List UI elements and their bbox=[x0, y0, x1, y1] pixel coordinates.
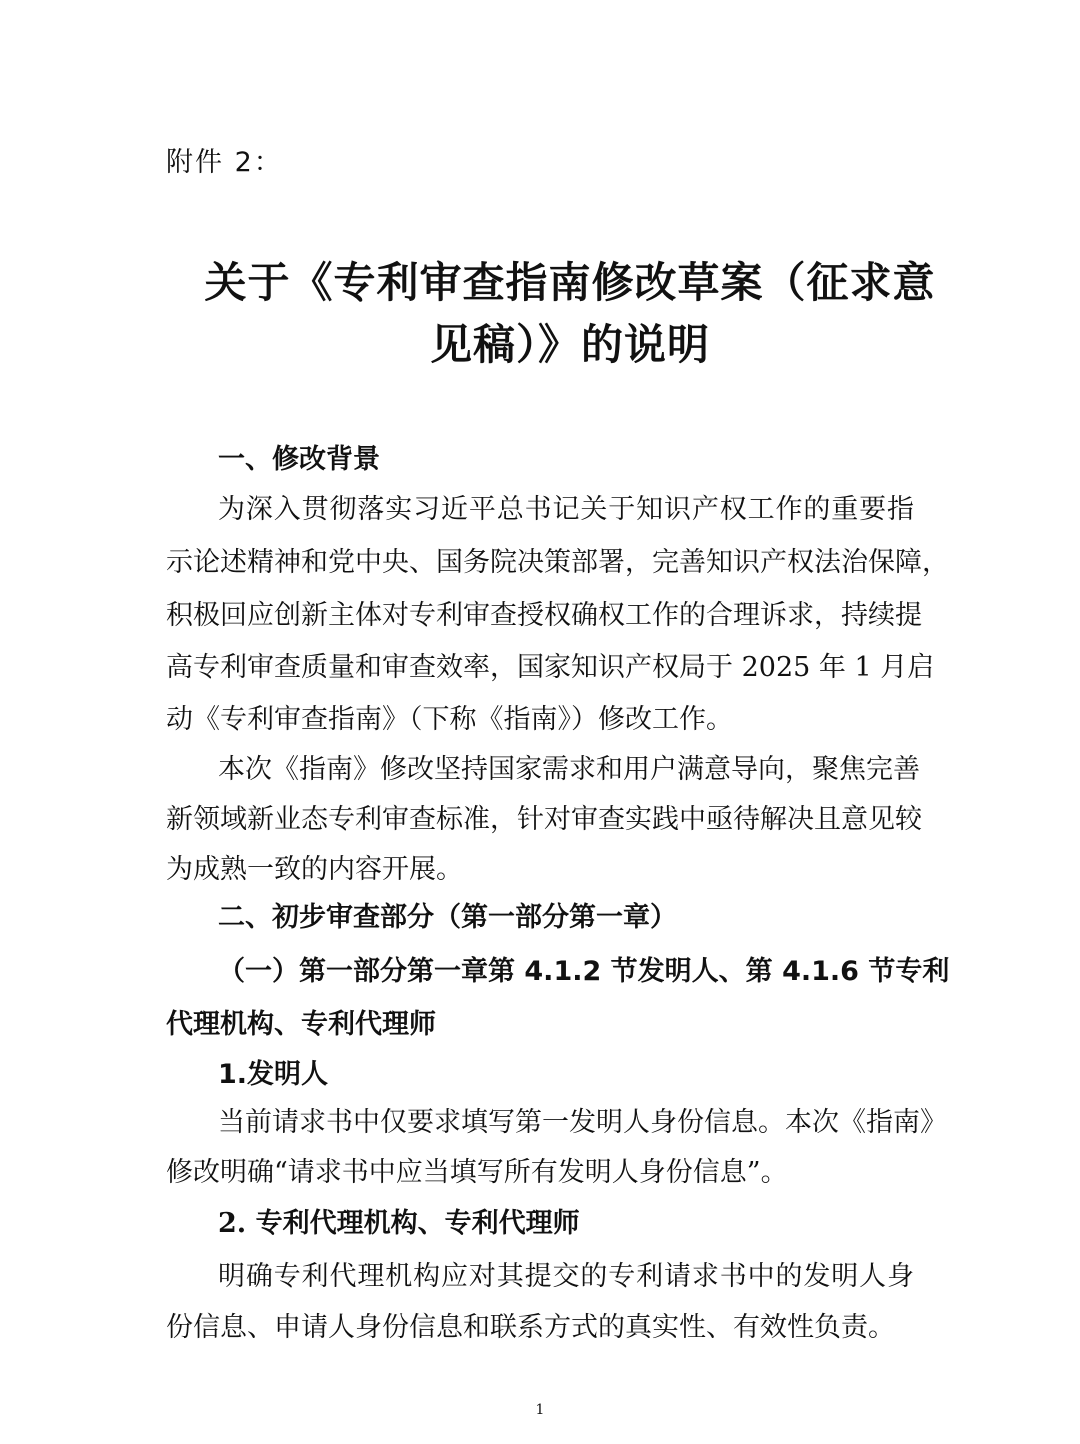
subsection-heading-line-1: （一）第一部分第一章第 4.1.2 节发明人、第 4.1.6 节专利 bbox=[218, 956, 950, 987]
paragraph-line: 为深入贯彻落实习近平总书记关于知识产权工作的重要指 bbox=[218, 494, 914, 525]
item-1-heading: 1.发明人 bbox=[218, 1059, 329, 1090]
paragraph-line: 本次《指南》修改坚持国家需求和用户满意导向，聚焦完善 bbox=[218, 754, 920, 785]
page-number: 1 bbox=[535, 1402, 545, 1418]
paragraph-line: 为成熟一致的内容开展。 bbox=[166, 854, 463, 885]
paragraph-line: 高专利审查质量和审查效率，国家知识产权局于 2025 年 1 月启 bbox=[166, 652, 935, 683]
paragraph-line: 积极回应创新主体对专利审查授权确权工作的合理诉求，持续提 bbox=[166, 600, 922, 631]
document-title-line-2: 见稿）》的说明 bbox=[429, 320, 710, 369]
paragraph-line: 示论述精神和党中央、国务院决策部署，完善知识产权法治保障， bbox=[166, 547, 949, 578]
paragraph-line: 份信息、申请人身份信息和联系方式的真实性、有效性负责。 bbox=[166, 1312, 895, 1343]
document-title-line-1: 关于《专利审查指南修改草案（征求意 bbox=[204, 258, 936, 307]
attachment-label: 附件 2： bbox=[166, 147, 283, 178]
section-2-heading: 二、初步审查部分（第一部分第一章） bbox=[218, 902, 677, 933]
item-2-heading: 2. 专利代理机构、专利代理师 bbox=[218, 1208, 580, 1239]
paragraph-line: 当前请求书中仅要求填写第一发明人身份信息。本次《指南》 bbox=[218, 1107, 947, 1138]
paragraph-line: 新领域新业态专利审查标准，针对审查实践中亟待解决且意见较 bbox=[166, 804, 922, 835]
paragraph-line: 动《专利审查指南》（下称《指南》）修改工作。 bbox=[166, 704, 733, 735]
subsection-heading-line-2: 代理机构、专利代理师 bbox=[166, 1009, 436, 1040]
paragraph-line: 明确专利代理机构应对其提交的专利请求书中的发明人身 bbox=[218, 1261, 914, 1292]
section-1-heading: 一、修改背景 bbox=[218, 444, 380, 475]
paragraph-line: 修改明确“请求书中应当填写所有发明人身份信息”。 bbox=[166, 1157, 788, 1188]
